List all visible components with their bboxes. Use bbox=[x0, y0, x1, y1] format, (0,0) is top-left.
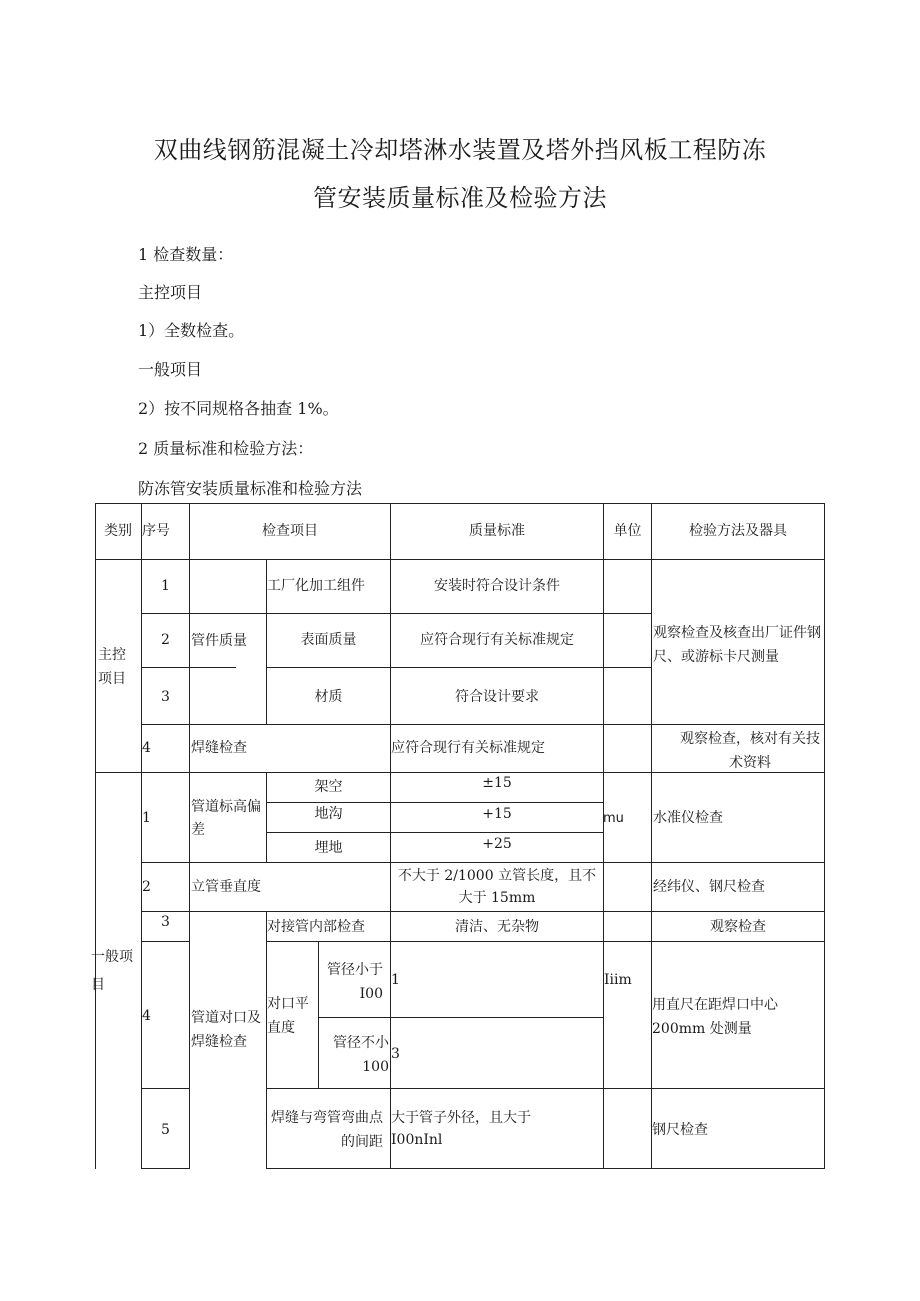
category-main-control: 主控项目 bbox=[98, 647, 126, 687]
seq-2: 2 bbox=[161, 632, 170, 648]
text-full-inspection: 1）全数检查。 bbox=[138, 321, 245, 340]
section-quality-standard: 2 质量标准和检验方法： bbox=[138, 439, 314, 458]
text-sampling-rate: 2）按不同规格各抽查 1%。 bbox=[138, 399, 339, 418]
sub-buried: 埋地 bbox=[314, 840, 343, 856]
standard-flatness-large: 3 bbox=[391, 1046, 400, 1062]
quality-standard-table bbox=[91, 503, 825, 1169]
seq-3: 3 bbox=[161, 689, 170, 705]
seq-g1: 1 bbox=[142, 810, 151, 826]
header-standard: 质量标准 bbox=[469, 523, 525, 539]
method-visual-certificate: 观察检查及核查出厂证件钢尺、或游标卡尺测量 bbox=[653, 625, 821, 665]
method-theodolite: 经纬仪、钢尺检查 bbox=[653, 879, 765, 895]
item-material: 材质 bbox=[314, 689, 343, 705]
unit-mm: mu bbox=[603, 811, 624, 826]
standard-flatness-small: 1 bbox=[391, 972, 400, 988]
sub-diameter-small: 管径小于 I00 bbox=[327, 962, 383, 1002]
standard-clean: 清洁、无杂物 bbox=[455, 919, 539, 935]
sub-overhead: 架空 bbox=[314, 779, 343, 795]
item-weld-check: 焊缝检查 bbox=[191, 740, 247, 756]
item-surface-quality: 表面质量 bbox=[300, 632, 357, 648]
page-title-line-1: 双曲线钢筋混凝土冷却塔淋水装置及塔外挡风板工程防冻 bbox=[153, 136, 767, 164]
item-weld-bend-distance: 焊缝与弯管弯曲点的间距 bbox=[271, 1110, 383, 1150]
seq-g5: 5 bbox=[161, 1122, 170, 1138]
standard-vertical: 不大于 2/1000 立管长度，且不大于 15mm bbox=[397, 868, 597, 906]
table-caption: 防冻管安装质量标准和检验方法 bbox=[138, 479, 363, 498]
seq-g4: 4 bbox=[142, 1008, 151, 1024]
seq-g3: 3 bbox=[161, 914, 170, 930]
category-general: 一般项目 bbox=[91, 949, 133, 993]
seq-1: 1 bbox=[161, 578, 170, 594]
header-seq: 序号 bbox=[142, 523, 170, 539]
label-general-items: 一般项目 bbox=[138, 360, 203, 379]
page-title-line-2: 管安装质量标准及检验方法 bbox=[313, 184, 607, 212]
seq-g2: 2 bbox=[142, 879, 151, 895]
standard-trench: +15 bbox=[482, 806, 512, 822]
item-vertical: 立管垂直度 bbox=[191, 879, 261, 895]
section-check-quantity: 1 检查数量： bbox=[138, 245, 234, 264]
item-flatness: 对口平直度 bbox=[267, 996, 309, 1036]
unit-flatness: Iiim bbox=[604, 972, 632, 988]
label-main-control: 主控项目 bbox=[138, 283, 203, 302]
method-observe: 观察检查 bbox=[710, 919, 766, 935]
seq-4: 4 bbox=[142, 740, 151, 756]
item-factory-assembly: 工厂化加工组件 bbox=[267, 578, 365, 594]
group-butt-weld: 管道对口及焊缝检查 bbox=[191, 1010, 261, 1050]
item-inner-check: 对接管内部检查 bbox=[267, 919, 365, 935]
standard-design-requirement: 符合设计要求 bbox=[455, 689, 539, 705]
standard-current-rules: 应符合现行有关标准规定 bbox=[420, 632, 574, 648]
standard-design-conditions: 安装时符合设计条件 bbox=[434, 578, 560, 594]
standard-weld: 应符合现行有关标准规定 bbox=[391, 740, 545, 756]
sub-diameter-large: 管径不小100 bbox=[333, 1035, 389, 1075]
method-straightedge: 用直尺在距焊口中心 200mm 处测量 bbox=[652, 997, 778, 1037]
header-category: 类别 bbox=[104, 523, 132, 539]
header-method: 检验方法及器具 bbox=[689, 523, 787, 539]
group-fitting-quality: 管件质量 bbox=[191, 633, 247, 649]
standard-distance: 大于管子外径，且大于 I00nInl bbox=[391, 1110, 531, 1148]
sub-trench: 地沟 bbox=[314, 806, 343, 822]
header-item: 检查项目 bbox=[262, 523, 318, 539]
item-pipe-elevation: 管道标高偏差 bbox=[191, 799, 261, 838]
header-unit: 单位 bbox=[613, 523, 642, 539]
standard-overhead: ±15 bbox=[482, 775, 512, 791]
method-level: 水准仪检查 bbox=[653, 810, 723, 826]
method-ruler: 钢尺检查 bbox=[652, 1122, 708, 1138]
standard-buried: +25 bbox=[482, 836, 512, 852]
method-weld: 观察检查，核对有关技术资料 bbox=[680, 731, 820, 771]
